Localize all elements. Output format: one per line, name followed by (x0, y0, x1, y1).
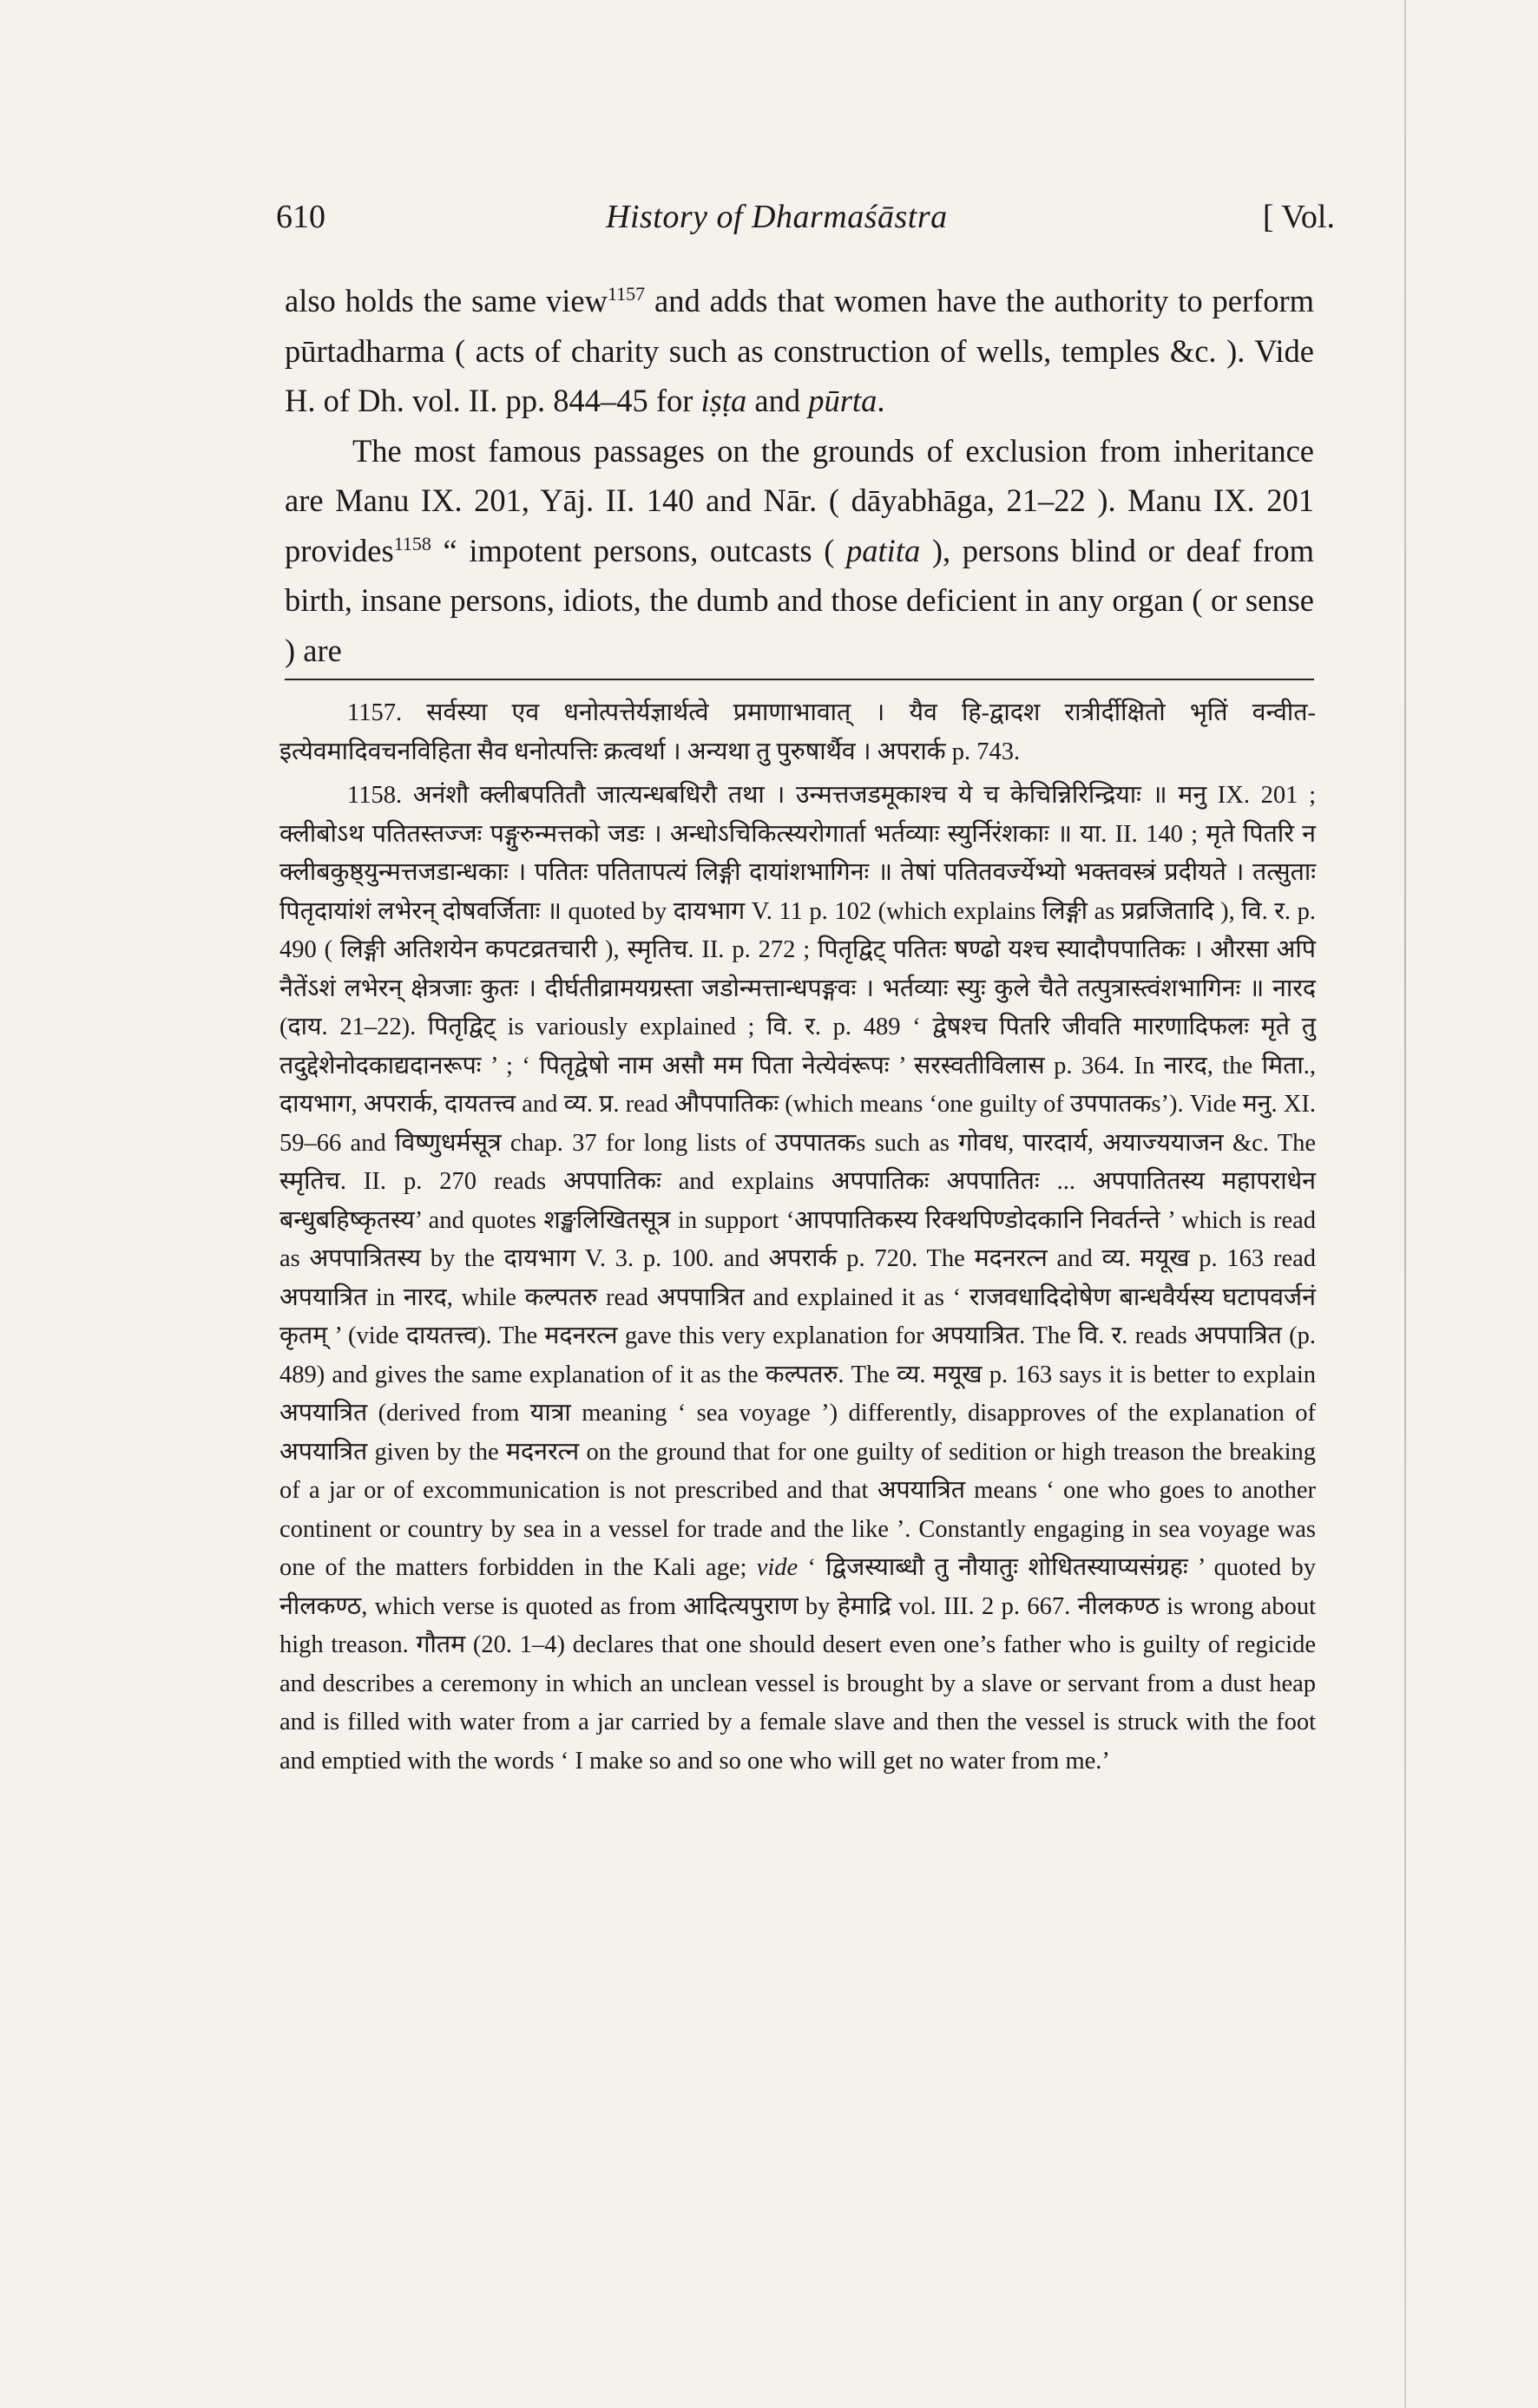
footnote-1158: 1158. अनंशौ क्लीबपतितौ जात्यन्धबधिरौ तथा । उन्मत्तजडमूकाश्च ये च केचिन्निरिन्द्रियाः ॥ मनु IX. 201 ; क्लीबोऽथ पतितस्तज्जः पङ्गुरुन्मत्तको जडः । अन्धोऽचिकित्स्यरोगार्ता भर्तव्याः स्युर्निरंशकाः ॥ या. II. 140 ; मृते पितरि न क्लीबकुष्ठ्युन्मत्तजडान्धकाः । पतितः पतितापत्यं लिङ्गी दायांशभागिनः ॥ तेषां पतितवर्ज्येभ्यो भक्तवस्त्रं प्रदीयते । तत्सुताः पितृदायांशं लभेरन् दोषवर्जिताः ॥ quoted by दायभाग V. 11 p. 102 (which explains लिङ्गी as प्रव्रजितादि ), वि. र. p. 490 ( लिङ्गी अतिशयेन कपटव्रतचारी ), स्मृतिच. II. p. 272 ; पितृद्विट् पतितः षण्ढो यश्च स्यादौपपातिकः । औरसा अपि नैतेंऽशं लभेरन् क्षेत्रजाः कुतः । दीर्घतीव्रामयग्रस्ता जडोन्मत्तान्धपङ्गवः । भर्तव्याः स्युः कुले चैते तत्पुत्रास्त्वंशभागिनः ॥ नारद (दाय. 21–22). पितृद्विट् is variously explained ; वि. र. p. 489 ‘ द्वेषश्च पितरि जीवति मारणादिफलः मृते तु तदुद्देशेनोदकाद्यदानरूपः ’ ; ‘ पितृद्वेषो नाम असौ मम पिता नेत्येवंरूपः ’ सरस्वतीविलास p. 364. In नारद, the मिता., दायभाग, अपरार्क, दायतत्त्व and व्य. प्र. read औपपातिकः (which means ‘one guilty of उपपातकs’). Vide मनु. XI. 59–66 and विष्णुधर्मसूत्र chap. 37 for long lists of उपपातकs such as गोवध, पारदार्य, अयाज्ययाजन &c. The स्मृतिच. II. p. 270 reads अपपातिकः and explains अपपातिकः अपपातितः ... अपपातितस्य महापराधेन बन्धुबहिष्कृतस्य’ and quotes शङ्खलिखितसूत्र in support ‘आपपातिकस्य रिक्थपिण्डोदकानि निवर्तन्ते ’ which is read as अपपात्रितस्य by the दायभाग V. 3. p. 100. and अपरार्क p. 720. The मदनरत्न and व्य. मयूख p. 163 read अपयात्रित in नारद, while कल्पतरु read अपपात्रित and explained it as ‘ राजवधादिदोषेण बान्धवैर्यस्य घटापवर्जनं कृतम् ’ (vide दायतत्त्व). The मदनरत्न gave this very explanation for अपयात्रित. The वि. र. reads अपपात्रित (p. 489) and gives the same explanation of it as the कल्पतरु. The व्य. मयूख p. 163 says it is better to explain अपयात्रित (derived from यात्रा meaning ‘ sea voyage ’) differently, disapproves of the explanation of अपयात्रित given by the मदनरत्न on the ground that for one guilty of sedition or high treason the breaking of a jar or of excommunication is not prescribed and that अपयात्रित means ‘ one who goes to another continent or country by sea in a vessel for trade and the like ’. Constantly engaging in sea voyage was one of the matters forbidden in the Kali age; vide ‘ द्विजस्याब्धौ तु नौयातुः शोधितस्याप्यसंग्रहः ’ quoted by नीलकण्ठ, which verse is quoted as from आदित्यपुराण by हेमाद्रि vol. III. 2 p. 667. नीलकण्ठ is wrong about high treason. गौतम (20. 1–4) declares that one should desert even one’s father who is guilty of regicide and describes a ceremony in which an unclean vessel is brought by a slave or servant from a dust heap and is filled with water from a jar carried by a female slave and then the vessel is struck with the foot and emptied with the words ‘ I make so and so one who will get no water from me.’ (279, 782, 1316, 1775)
footnote-ref-1158[interactable]: 1158 (393, 532, 431, 554)
footnote-1157: 1157. सर्वस्या एव धनोत्पत्तेर्यज्ञार्थत्वे प्रमाणाभावात् । यैव हि-द्वादश रात्रीर्दीक्षितो भृतिं वन्वीत-इत्येवमादिवचनविहिता सैव धनोत्पत्तिः क्रत्वर्था । अन्यथा तु पुरुषार्थैव । अपरार्क p. 743. (279, 699, 1316, 765)
page-edge-line (1404, 0, 1406, 2408)
footnote-divider (285, 679, 1314, 680)
footnote-ref-1157[interactable]: 1157 (607, 282, 646, 305)
footnotes (279, 694, 1316, 1781)
paragraph-1: also holds the same view$^{1157}$ and adds that women have the authority to perform pūrtadharma ( acts of charity such as construction of wells, temples &c. ). Vide H. of Dh. vol. II. pp. 844–45 for iṣṭa and pūrta. (285, 282, 1314, 418)
paragraph-2: The most famous passages on the grounds of exclusion from inheritance are Manu IX. 201, Yāj. II. 140 and Nār. ( dāyabhāga, 21–22 ). Manu IX. 201 provides$^{1158}$ “ impotent persons, outcasts ( patita ), persons blind or deaf from birth, insane persons, idiots, the dumb and those deficient in any organ ( or sense ) are (285, 432, 1314, 668)
running-title: History of Dharmaśāstra (606, 199, 948, 235)
volume-marker: [ Vol. (1262, 199, 1335, 235)
main-text (285, 276, 1314, 675)
page-number: 610 (276, 199, 325, 235)
running-header (276, 198, 1335, 250)
